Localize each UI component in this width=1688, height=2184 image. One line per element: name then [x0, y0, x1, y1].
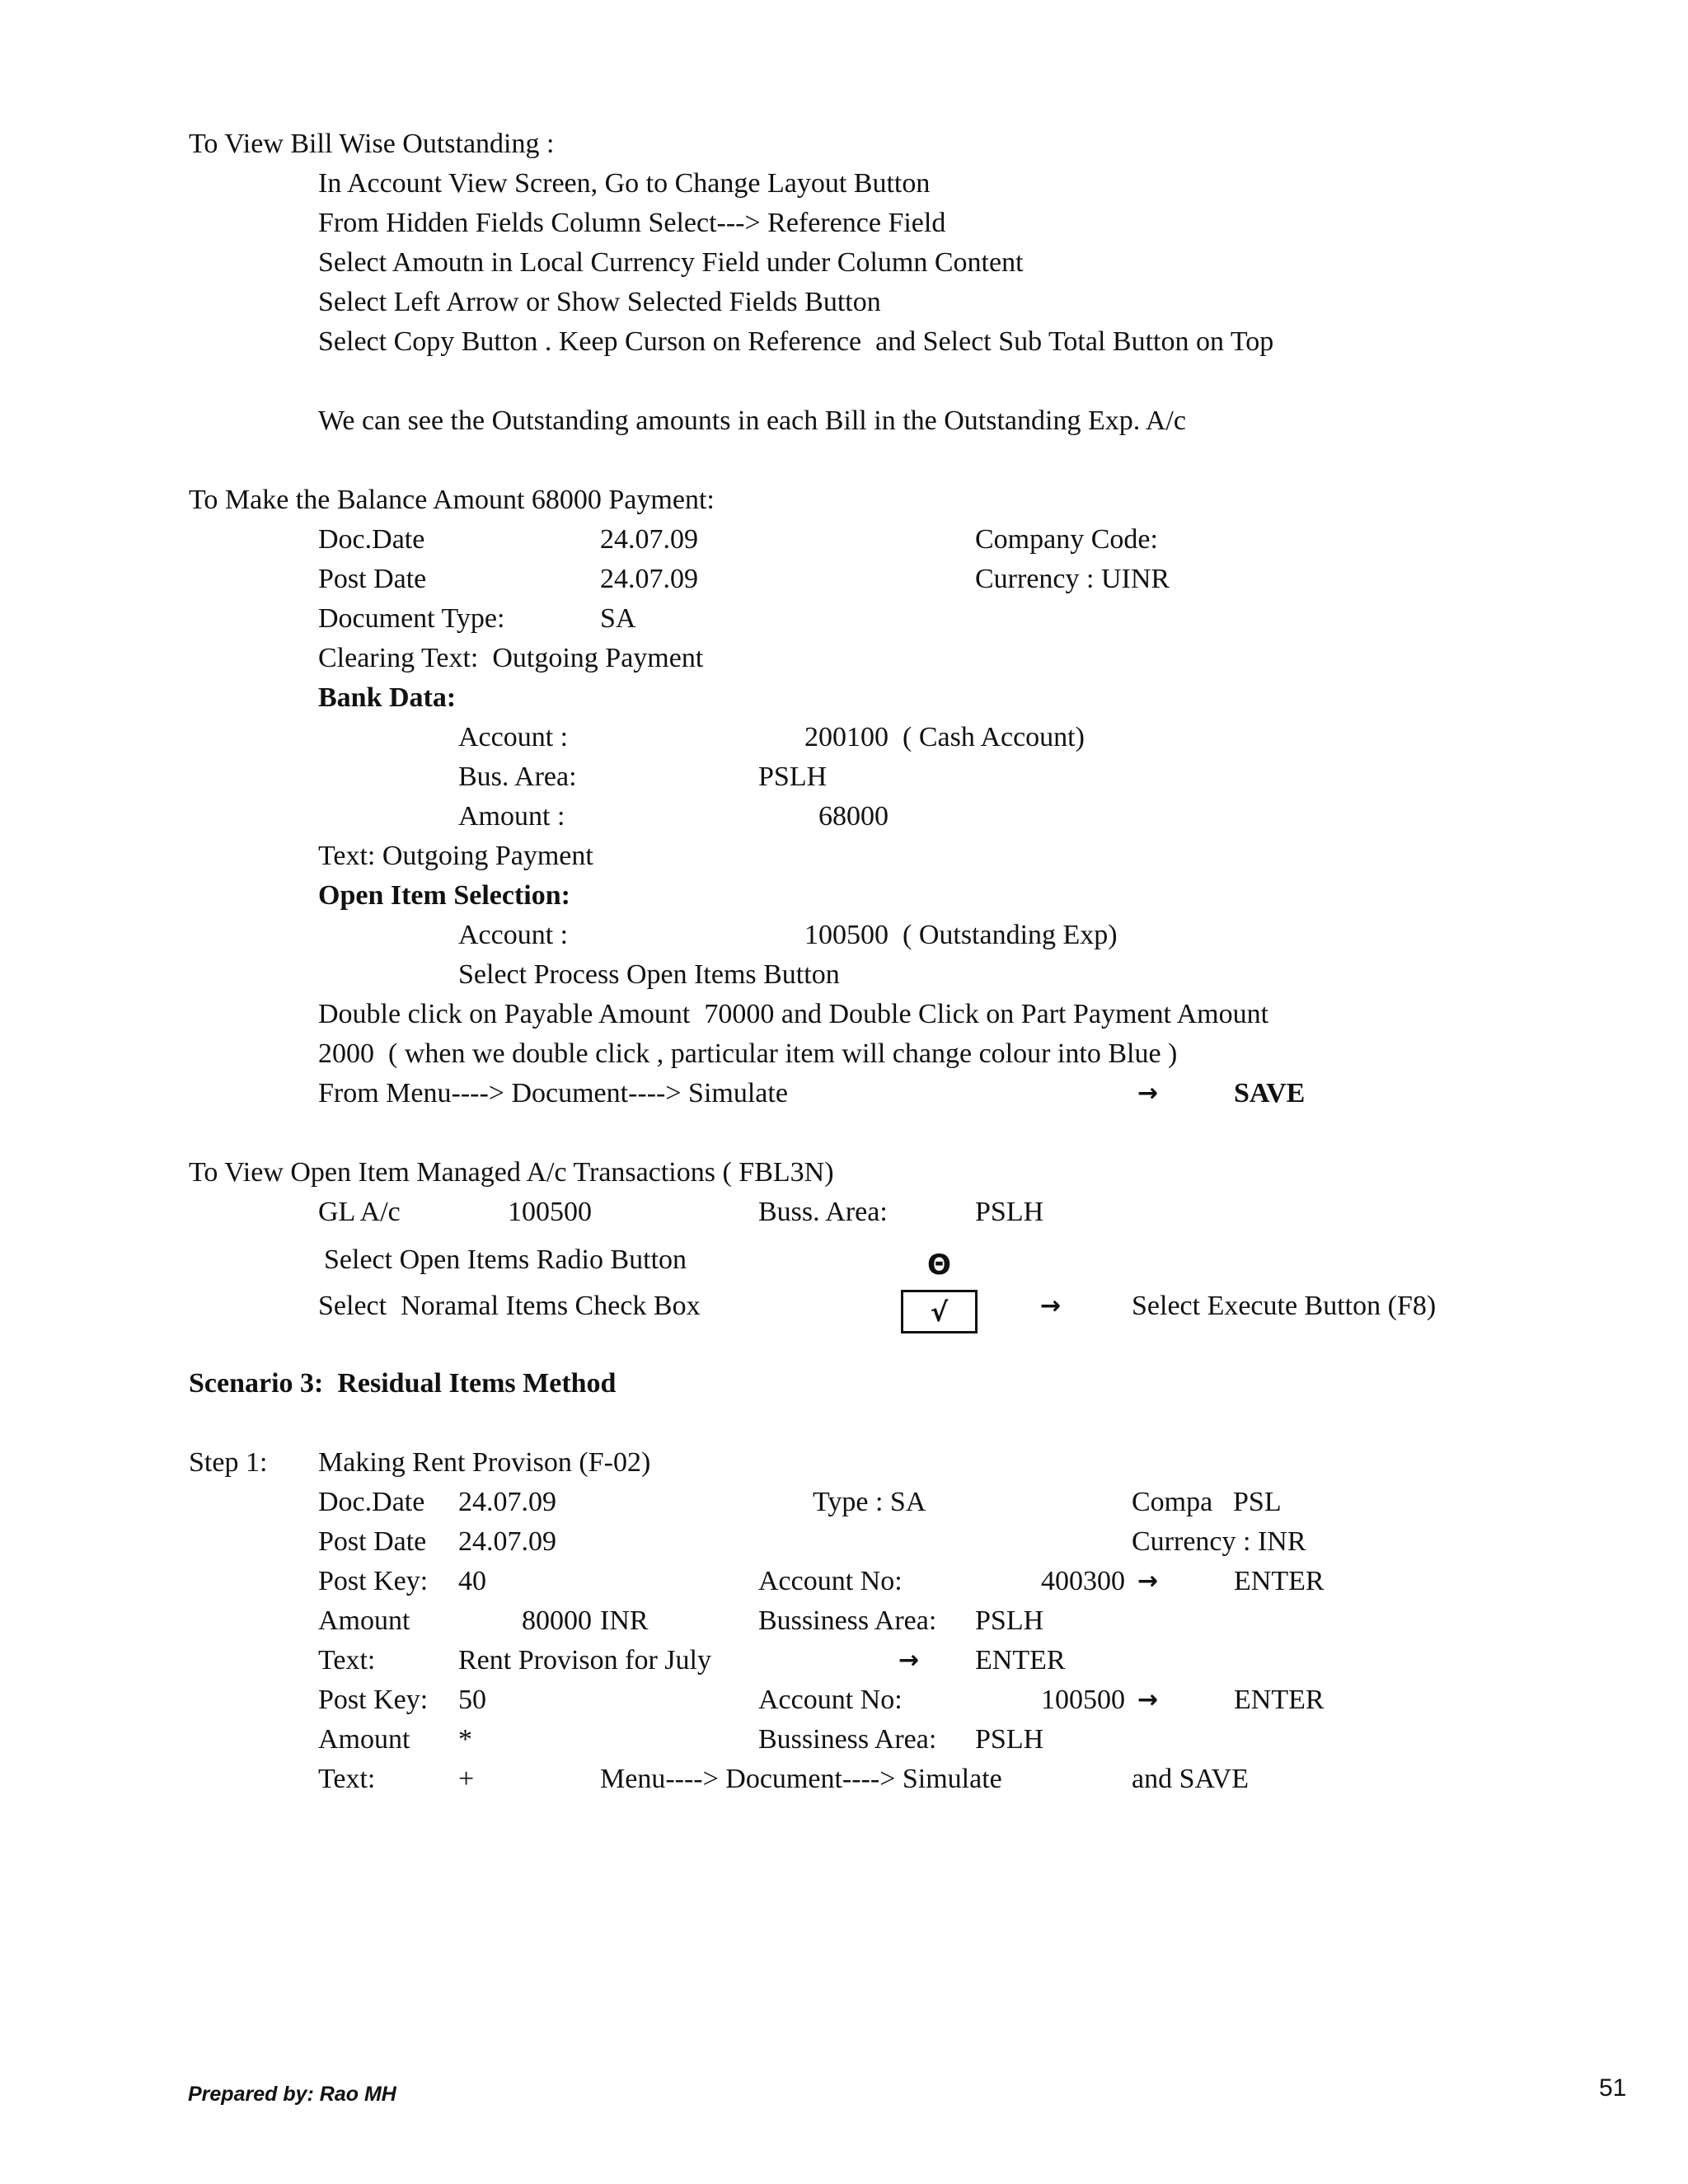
bank-account-label: Account :	[458, 722, 569, 752]
bussiness-area-label: Bussiness Area:	[758, 1605, 937, 1636]
check-line: Select Noramal Items Check Box	[318, 1291, 701, 1321]
post-date-label: Post Date	[318, 564, 427, 594]
text-label: Text:	[318, 1764, 376, 1794]
company-label: Compa	[1132, 1487, 1213, 1517]
company-code-label: Company Code:	[975, 524, 1158, 555]
post-date-value: 24.07.09	[458, 1526, 556, 1557]
post-date-value: 24.07.09	[600, 564, 698, 594]
step-label: Step 1:	[189, 1447, 268, 1478]
amount-label: Amount	[318, 1724, 410, 1755]
account-no-value: 100500	[1041, 1685, 1125, 1715]
scenario-heading: Scenario 3: Residual Items Method	[189, 1368, 617, 1399]
double-click-line: Double click on Payable Amount 70000 and Double Click on Part Payment Amount	[318, 999, 1269, 1029]
arrow-right-icon: →	[1137, 1567, 1159, 1596]
account-no-value: 400300	[1041, 1566, 1125, 1596]
check-mark-icon: √	[930, 1296, 949, 1328]
text-value: Rent Provison for July	[458, 1645, 711, 1675]
buss-area-label: Buss. Area:	[758, 1197, 888, 1227]
text-value: +	[458, 1764, 475, 1794]
step-title: Making Rent Provison (F-02)	[318, 1447, 651, 1478]
open-item-heading: Open Item Selection:	[318, 880, 570, 911]
doc-date-value: 24.07.09	[600, 524, 698, 555]
doc-date-value: 24.07.09	[458, 1487, 556, 1517]
bussiness-area-value: PSLH	[975, 1724, 1044, 1755]
bus-area-label: Bus. Area:	[458, 762, 577, 792]
doc-type-value: SA	[600, 603, 636, 634]
post-key-label: Post Key:	[318, 1685, 429, 1715]
company-value: PSL	[1233, 1487, 1282, 1517]
instruction-line: Select Left Arrow or Show Selected Fields Button	[318, 287, 881, 317]
amount-unit: INR	[600, 1605, 649, 1636]
currency-text: Currency : INR	[1132, 1526, 1306, 1557]
amount-value: *	[458, 1724, 472, 1755]
arrow-right-icon: →	[898, 1646, 920, 1675]
instruction-line: Select Copy Button . Keep Curson on Reference and Select Sub Total Button on Top	[318, 326, 1274, 357]
text-outgoing-payment: Text: Outgoing Payment	[318, 841, 593, 871]
text-label: Text:	[318, 1645, 376, 1675]
account-no-label: Account No:	[758, 1566, 903, 1596]
post-key-label: Post Key:	[318, 1566, 429, 1596]
type-text: Type : SA	[813, 1487, 926, 1517]
double-click-line: 2000 ( when we double click , particular item will change colour into Blue )	[318, 1038, 1178, 1069]
process-open-items-line: Select Process Open Items Button	[458, 959, 840, 990]
bussiness-area-label: Bussiness Area:	[758, 1724, 937, 1755]
gl-value: 100500	[508, 1197, 592, 1227]
instruction-line: From Hidden Fields Column Select---> Reference Field	[318, 208, 946, 238]
note-line: We can see the Outstanding amounts in each Bill in the Outstanding Exp. A/c	[318, 405, 1186, 436]
section-title-payment: To Make the Balance Amount 68000 Payment:	[189, 485, 715, 515]
page-number: 51	[1599, 2074, 1627, 2102]
execute-text: Select Execute Button (F8)	[1132, 1291, 1437, 1321]
clearing-text: Clearing Text: Outgoing Payment	[318, 643, 704, 673]
and-save-text: and SAVE	[1132, 1764, 1249, 1794]
doc-type-label: Document Type:	[318, 603, 505, 634]
doc-date-label: Doc.Date	[318, 524, 425, 555]
post-key-value: 40	[458, 1566, 486, 1596]
prepared-by-footer: Prepared by: Rao MH	[188, 2083, 396, 2106]
arrow-right-icon: →	[1040, 1291, 1062, 1320]
enter-text: ENTER	[1234, 1566, 1325, 1596]
enter-text: ENTER	[1234, 1685, 1325, 1715]
radio-symbol-icon: Θ	[927, 1249, 951, 1282]
enter-text: ENTER	[975, 1645, 1066, 1675]
instruction-line: In Account View Screen, Go to Change Layout Button	[318, 168, 931, 199]
bank-data-heading: Bank Data:	[318, 682, 457, 713]
arrow-right-icon: →	[1137, 1079, 1159, 1108]
amount-label: Amount	[318, 1605, 410, 1636]
post-date-label: Post Date	[318, 1526, 427, 1557]
doc-date-label: Doc.Date	[318, 1487, 425, 1517]
save-text: SAVE	[1234, 1078, 1306, 1108]
buss-area-value: PSLH	[975, 1197, 1044, 1227]
bussiness-area-value: PSLH	[975, 1605, 1044, 1636]
account-no-label: Account No:	[758, 1685, 903, 1715]
gl-label: GL A/c	[318, 1197, 401, 1227]
bus-area-value: PSLH	[758, 762, 828, 792]
arrow-right-icon: →	[1137, 1685, 1159, 1714]
section-title-bill-wise: To View Bill Wise Outstanding :	[189, 129, 555, 159]
menu-simulate-line: From Menu----> Document----> Simulate	[318, 1078, 788, 1108]
open-account-value: 100500 ( Outstanding Exp)	[804, 920, 1118, 950]
amount-value: 80000	[522, 1605, 592, 1636]
open-account-label: Account :	[458, 920, 569, 950]
instruction-line: Select Amoutn in Local Currency Field under Column Content	[318, 247, 1024, 278]
checkbox-icon	[901, 1290, 978, 1333]
section-title-fbl3n: To View Open Item Managed A/c Transactions ( FBL3N)	[189, 1157, 834, 1188]
amount-label: Amount :	[458, 801, 565, 832]
post-key-value: 50	[458, 1685, 486, 1715]
radio-line: Select Open Items Radio Button	[324, 1244, 687, 1275]
amount-value: 68000	[818, 801, 889, 832]
currency-text: Currency : UINR	[975, 564, 1170, 594]
bank-account-value: 200100 ( Cash Account)	[804, 722, 1085, 752]
menu-simulate-line: Menu----> Document----> Simulate	[600, 1764, 1002, 1794]
